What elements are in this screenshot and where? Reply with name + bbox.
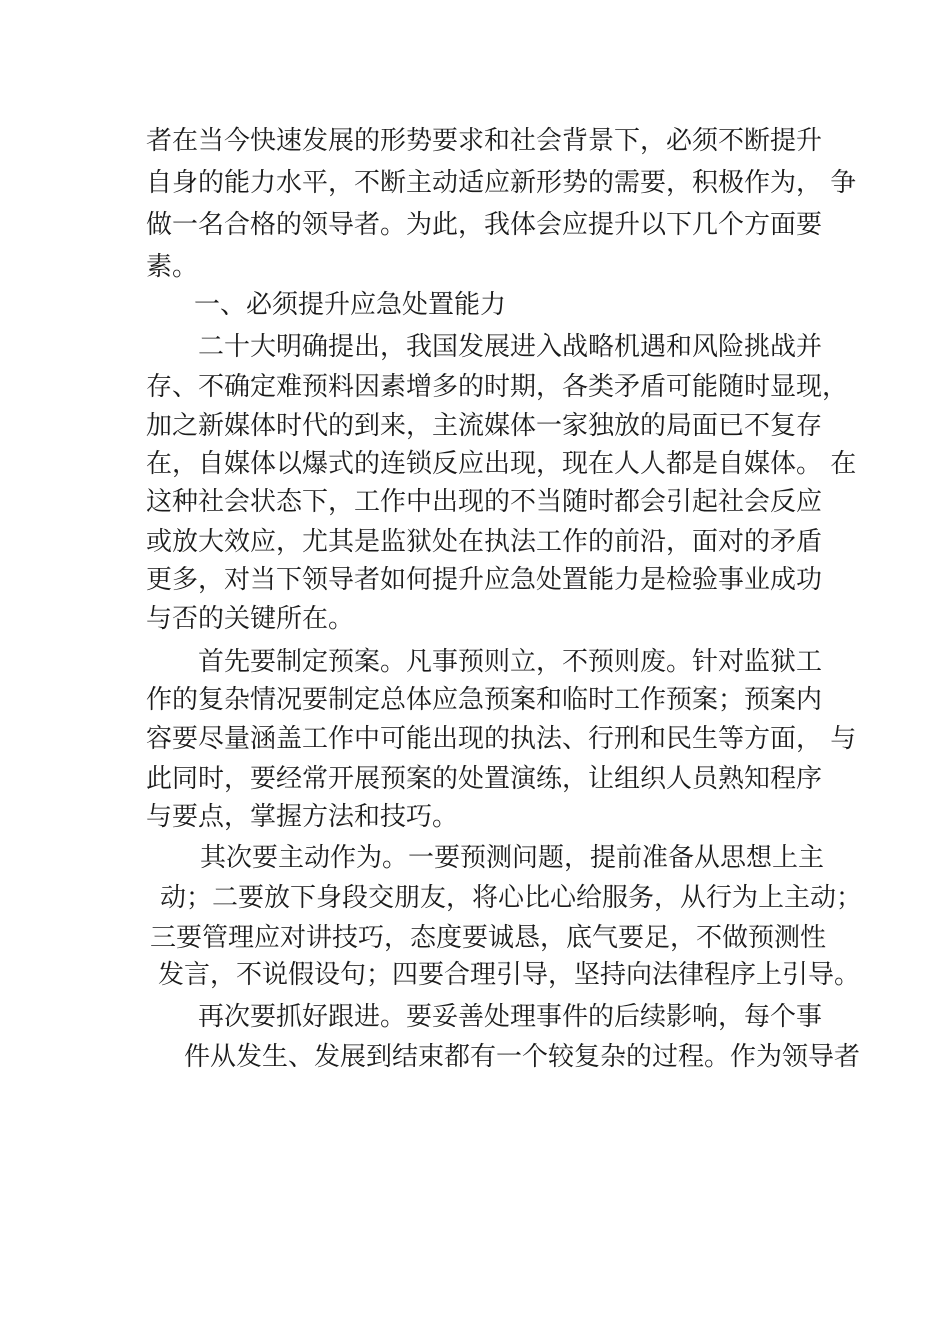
text-line: 容要尽量涵盖工作中可能出现的执法、行刑和民生等方面， 与 [146,724,857,754]
text-line: 者在当今快速发展的形势要求和社会背景下，必须不断提升 [146,126,823,156]
text-line: 二十大明确提出，我国发展进入战略机遇和风险挑战并 [198,332,823,362]
text-line: 或放大效应，尤其是监狱处在执法工作的前沿，面对的矛盾 [146,527,823,557]
text-line: 发言，不说假设句；四要合理引导，坚持向法律程序上引导。 [158,960,861,990]
text-line: 自身的能力水平，不断主动适应新形势的需要，积极作为， 争 [146,168,857,198]
text-line: 此同时，要经常开展预案的处置演练，让组织人员熟知程序 [146,764,823,794]
text-line: 与要点，掌握方法和技巧。 [146,802,459,832]
text-line: 存、不确定难预料因素增多的时期，各类矛盾可能随时显现， [146,372,849,402]
text-line: 做一名合格的领导者。为此，我体会应提升以下几个方面要 [146,210,823,240]
text-line: 首先要制定预案。凡事预则立，不预则废。针对监狱工 [198,647,823,677]
text-line: 件从发生、发展到结束都有一个较复杂的过程。作为领导者 [184,1042,861,1072]
text-line: 与否的关键所在。 [146,604,355,634]
text-line: 素。 [146,252,199,282]
text-line: 在，自媒体以爆式的连锁反应出现，现在人人都是自媒体。 在 [146,449,857,479]
text-line: 作的复杂情况要制定总体应急预案和临时工作预案；预案内 [146,685,823,715]
text-line: 动；二要放下身段交朋友，将心比心给服务，从行为上主动； [160,883,863,913]
text-line: 三要管理应对讲技巧，态度要诚恳，底气要足，不做预测性 [150,923,827,953]
text-line: 加之新媒体时代的到来，主流媒体一家独放的局面已不复存 [146,411,823,441]
text-line: 这种社会状态下，工作中出现的不当随时都会引起社会反应 [146,487,823,517]
text-line: 更多，对当下领导者如何提升应急处置能力是检验事业成功 [146,565,823,595]
section-heading: 一、必须提升应急处置能力 [194,290,507,320]
text-line: 其次要主动作为。一要预测问题，提前准备从思想上主 [200,843,825,873]
text-line: 再次要抓好跟进。要妥善处理事件的后续影响，每个事 [198,1002,823,1032]
